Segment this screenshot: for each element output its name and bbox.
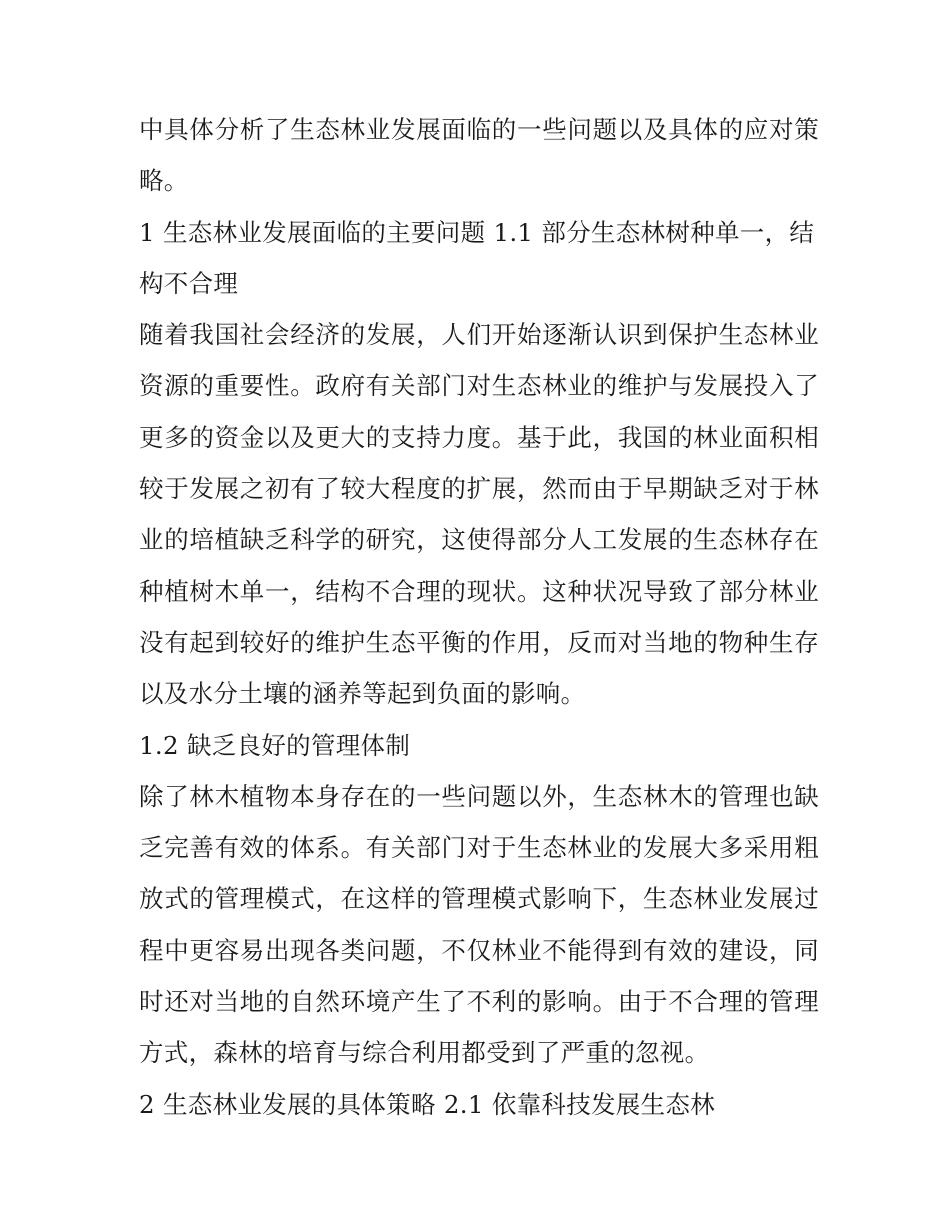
section-heading-2: 2 生态林业发展的具体策略 2.1 依靠科技发展生态林 [139,1089,716,1119]
paragraph-section-1-1: 随着我国社会经济的发展，人们开始逐渐认识到保护生态林业资源的重要性。政府有关部门对生态林业的维护与发展投入了更多的资金以及更大的支持力度。基于此，我国的林业面积相较于发展之初有了较大程度的扩展，然而由于早期缺乏对于林业的培植缺乏科学的研究，这使得部分人工发展的生态林存在种植树木单一，结构不合理的现状。这种状况导致了部分林业没有起到较好的维护生态平衡的作用，反而对当地的物种生存以及水分土壤的涵养等起到负面的影响。 [139,320,819,709]
section-heading-1: 1 生态林业发展面临的主要问题 1.1 部分生态林树种单一，结构不合理 [139,217,815,298]
paragraph-intro-continuation: 中具体分析了生态林业发展面临的一些问题以及具体的应对策略。 [139,115,819,196]
section-heading-1-2: 1.2 缺乏良好的管理体制 [139,730,411,760]
document-body [139,104,819,1130]
paragraph-section-1-2: 除了林木植物本身存在的一些问题以外，生态林木的管理也缺乏完善有效的体系。有关部门对于生态林业的发展大多采用粗放式的管理模式，在这样的管理模式影响下，生态林业发展过程中更容易出现各类问题，不仅林业不能得到有效的建设，同时还对当地的自然环境产生了不利的影响。由于不合理的管理方式，森林的培育与综合利用都受到了严重的忽视。 [139,781,819,1068]
